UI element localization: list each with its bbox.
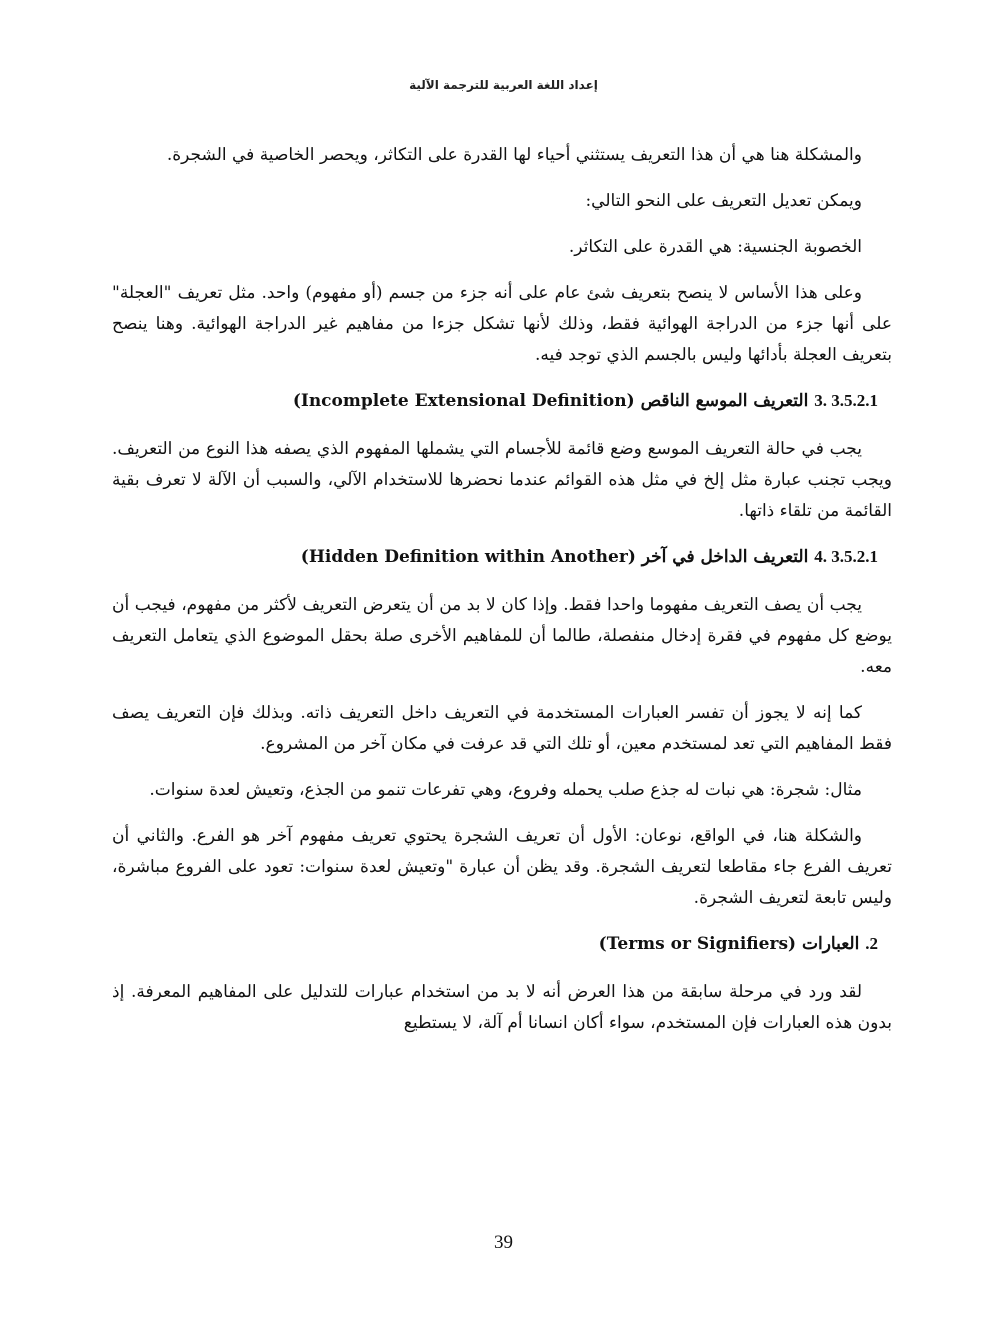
- paragraph-problem: والمشكلة هنا هي أن هذا التعريف يستثني أحياء لها القدرة على التكاثر، ويحصر الخاصية في الشجرة.: [166, 145, 862, 165]
- paragraph-single-concept: يجب أن يصف التعريف مفهوما واحدا فقط. وإذا كان لا بد من أن يتعرض التعريف لأكثر من مفهوم، فيجب أن يوضع كل مفهوم في فقرة إدخال منفصلة، طالما أن للمفاهيم الأخرى صلة بحقل الموضوع الذي يتعامل التعريف معه.: [112, 595, 892, 677]
- paragraph-terms-intro: لقد ورد في مرحلة سابقة من هذا العرض أنه لا بد من استخدام عبارات للتدليل على المفاهيم المعرفة. إذ بدون هذه العبارات فإن المستخدم، سواء أكان انسانا أم آلة، لا يستطيع: [112, 982, 892, 1033]
- paragraph-amended-definition: الخصوبة الجنسية: هي القدرة على التكاثر.: [568, 237, 862, 257]
- section-title: العبارات (Terms or Signifiers): [598, 934, 860, 954]
- section-heading-hidden-definition: [112, 542, 892, 572]
- paragraph-tree-example: مثال: شجرة: هي نبات له جذع صلب يحمله وفروع، وهي تفرعات تنمو من الجذع، وتعيش لعدة سنوات.: [149, 780, 862, 800]
- page-content: [112, 140, 892, 1054]
- page-number: 39: [494, 1232, 513, 1253]
- running-header: إعداد اللغة العربية للترجمة الآلية: [409, 78, 598, 92]
- paragraph-general-thing: وعلى هذا الأساس لا ينصح بتعريف شئ عام على أنه جزء من جسم (أو مفهوم) واحد. مثل تعريف "العجلة" على أنها جزء من الدراجة الهوائية فقط، وذلك لأنها تشكل جزءا من مفاهيم غير الدراجة الهوائية. وهنا ينصح بتعريف العجلة بأدائها وليس بالجسم الذي توجد فيه.: [112, 283, 892, 365]
- section-number: 3.5.2.1 .4: [814, 547, 878, 566]
- paragraph-extensional-list: يجب في حالة التعريف الموسع وضع قائمة للأجسام التي يشملها المفهوم الذي يصفه هذا النوع من التعريف. ويجب تجنب عبارة مثل إلخ في مثل هذه القوائم عندما نحضرها للاستخدام الآلي، والسبب أن الآلة لا تعرف بقية القائمة من تلقاء ذاتها.: [112, 439, 892, 521]
- section-heading-incomplete-extensional: [112, 386, 892, 416]
- section-title: التعريف الموسع الناقص (Incomplete Extensional Definition): [292, 391, 809, 411]
- section-title: التعريف الداخل في آخر (Hidden Definition within Another): [300, 547, 809, 567]
- section-heading-terms: [112, 929, 892, 959]
- paragraph-amend-intro: ويمكن تعديل التعريف على النحو التالي:: [585, 191, 862, 211]
- section-number: 3.5.2.1 .3: [814, 391, 878, 410]
- paragraph-no-self-explain: كما إنه لا يجوز أن تفسر العبارات المستخدمة في التعريف داخل التعريف ذاته. وبذلك فإن التعريف يصف فقط المفاهيم التي تعد لمستخدم معين، أو تلك التي قد عرفت في مكان آخر من المشروع.: [112, 703, 892, 754]
- section-number: 2.: [865, 934, 878, 953]
- paragraph-tree-problem: والشكلة هنا، في الواقع، نوعان: الأول أن تعريف الشجرة يحتوي تعريف مفهوم آخر هو الفرع. والثاني أن تعريف الفرع جاء مقاطعا لتعريف الشجرة. وقد يظن أن عبارة "وتعيش لعدة سنوات: تعود على الفروع مباشرة، وليس تابعة لتعريف الشجرة.: [112, 826, 892, 908]
